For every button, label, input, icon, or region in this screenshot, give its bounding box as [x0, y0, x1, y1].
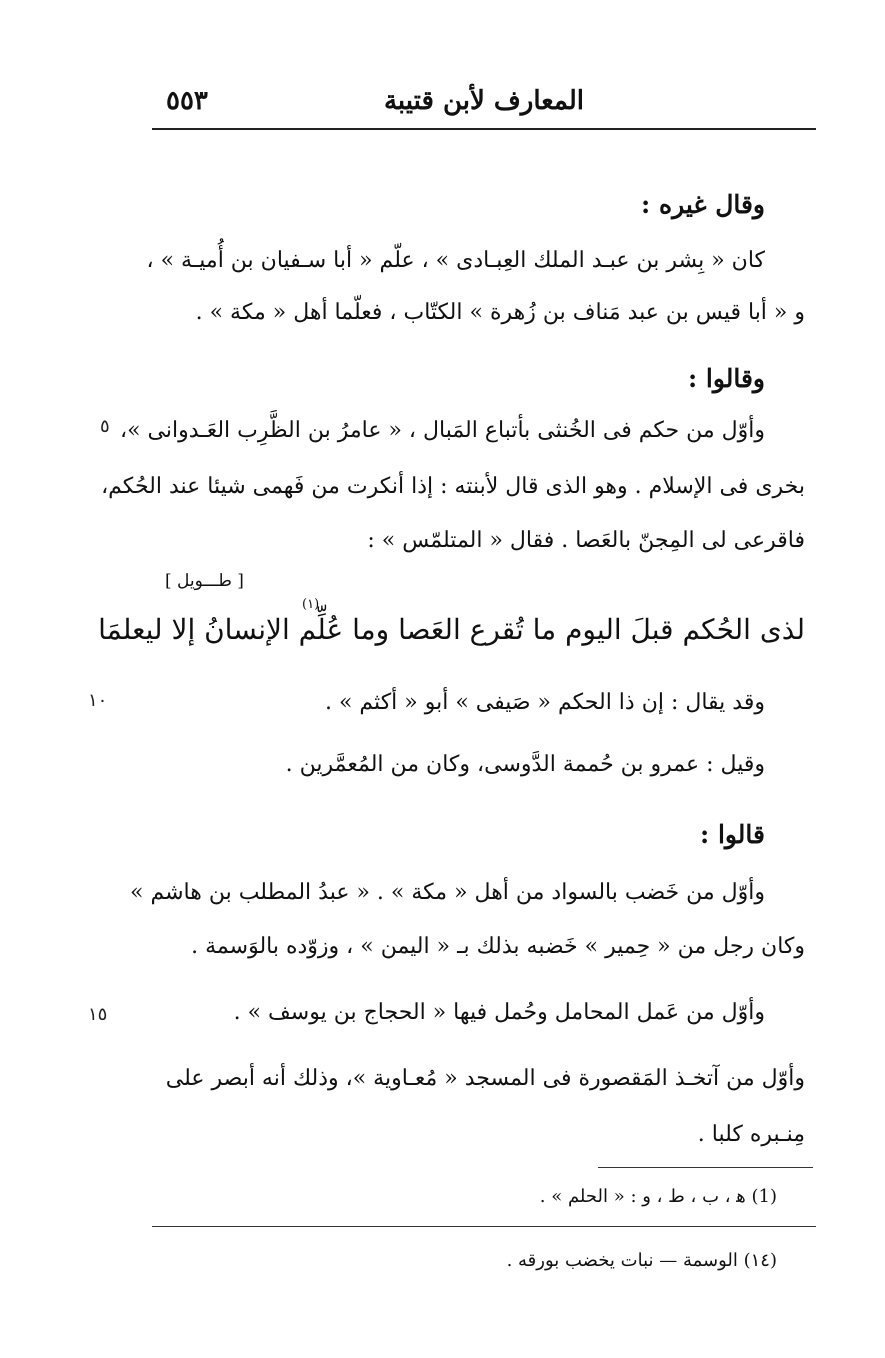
- text-line: وأوّل من خَضب بالسواد من أهل « مكة » . « عبدُ المطلب بن هاشم »: [130, 880, 765, 905]
- text-line: بخرى فى الإسلام . وهو الذى قال لأبنته : إذا أنكرت من فَهمى شيئا عند الحُكم،: [101, 474, 805, 499]
- footnote-marker: (١): [302, 597, 320, 612]
- verse-line: لذى الحُكم قبلَ اليوم ما تُقرع العَصا وما عُلِّم الإنسانُ إلا ليعلمَا: [98, 613, 805, 646]
- footnote: (1) ﻫ ، ب ، ط ، و : « الحلم » .: [539, 1186, 777, 1207]
- text-line: فاقرعى لى المِجنّ بالعَصا . فقال « المتلمّس » :: [367, 528, 805, 553]
- text-line: وقد يقال : إن ذا الحكم « صَيفى » أبو « أكثم » .: [324, 690, 765, 715]
- text-line: وكان رجل من « حِمير » خَضبه بذلك بـ « اليمن » ، وزوّده بالوَسمة .: [191, 934, 805, 959]
- running-title: المعارف لأبن قتيبة: [383, 86, 584, 116]
- margin-line-number: ٥: [100, 416, 110, 437]
- text-line: وأوّل من آتخـذ المَقصورة فى المسجد « مُعـاوية »، وذلك أنه أبصر على: [165, 1066, 805, 1091]
- heading-line: وقال غيره :: [641, 190, 765, 219]
- header-rule: [152, 128, 816, 130]
- text-line: كان « بِشر بن عبـد الملك العِبـادى » ، علّم « أبا سـفيان بن أُميـة » ،: [146, 248, 765, 273]
- text-line: وأوّل من عَمل المحامل وحُمل فيها « الحجاج بن يوسف » .: [233, 1000, 765, 1025]
- footnote: (١٤) الوسمة — نبات يخضب بورقه .: [506, 1250, 777, 1271]
- footnote-rule: [152, 1226, 816, 1227]
- heading-line: وقالوا :: [687, 364, 765, 393]
- heading-line: قالوا :: [700, 820, 765, 849]
- page-header: [152, 82, 816, 126]
- text-line: مِنـبره كلبا .: [697, 1122, 805, 1147]
- text-line: وقيل : عمرو بن حُممة الدَّوسى، وكان من المُعمَّرين .: [285, 752, 765, 777]
- footnote-rule: [598, 1167, 813, 1168]
- text-line: وأوّل من حكم فى الخُنثى بأتباع المَبال ، « عامرُ بن الظَّرِب العَـدوانى »،: [119, 418, 765, 443]
- text-line: و « أبا قيس بن عبد مَناف بن زُهرة » الكتّاب ، فعلّما أهل « مكة » .: [195, 300, 805, 325]
- meter-label: [ طـــويل ]: [165, 571, 244, 591]
- margin-line-number: ١٠: [88, 690, 108, 711]
- margin-line-number: ١٥: [88, 1004, 108, 1025]
- page-number: ٥٥٣: [166, 86, 208, 116]
